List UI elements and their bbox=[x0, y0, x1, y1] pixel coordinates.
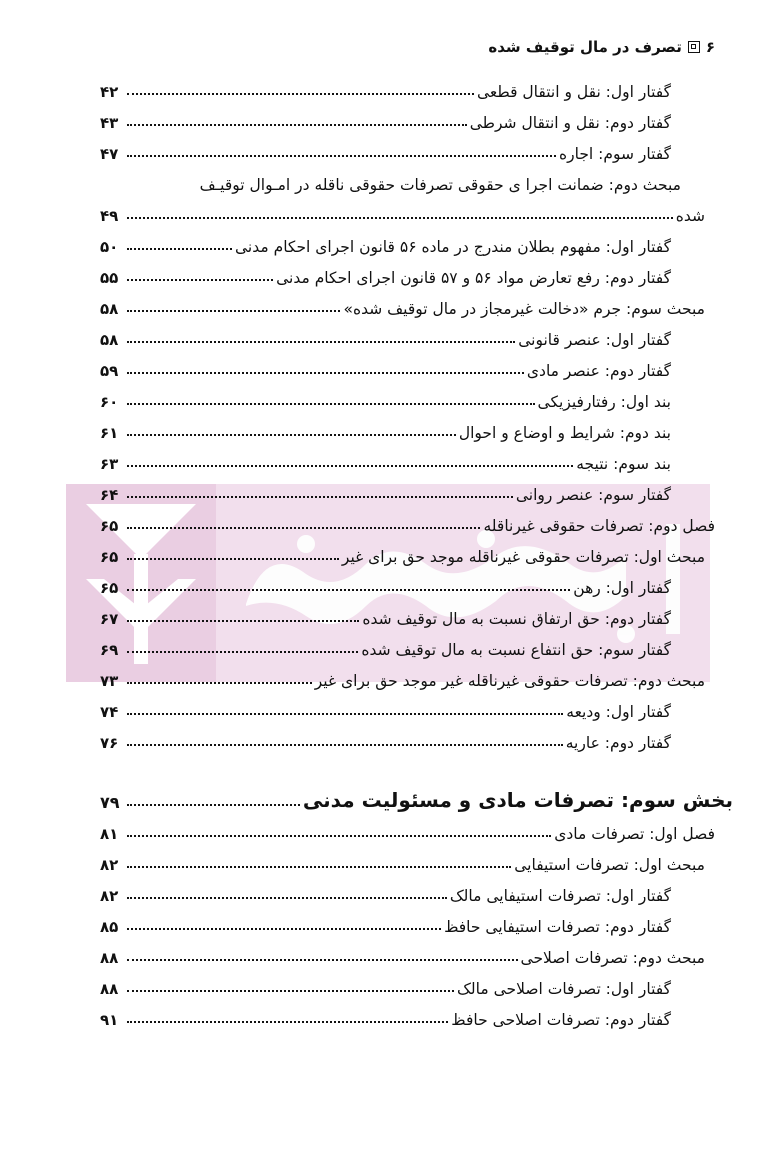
toc-page: ۷۳ bbox=[100, 672, 119, 690]
page-header bbox=[488, 38, 715, 56]
toc-entry: گفتار اول: ودیعه ۷۴ bbox=[100, 703, 671, 721]
toc-entry: گفتار اول: تصرفات استیفایی مالک ۸۲ bbox=[100, 887, 671, 905]
toc-page: ۶۳ bbox=[100, 455, 119, 473]
toc-entry: مبحث اول: تصرفات حقوقی غیرناقله موجد حق برای غیر ۶۵ bbox=[100, 548, 705, 566]
toc-entry: گفتار اول: عنصر قانونی ۵۸ bbox=[100, 331, 671, 349]
toc-entry: مبحث اول: تصرفات استیفایی ۸۲ bbox=[100, 856, 705, 874]
toc-entry: گفتار دوم: رفع تعارض مواد ۵۶ و ۵۷ قانون اجرای احکام مدنی ۵۵ bbox=[100, 269, 671, 287]
table-of-contents bbox=[100, 70, 733, 1029]
toc-page: ۵۵ bbox=[100, 269, 119, 287]
toc-entry: مبحث دوم: تصرفات اصلاحی ۸۸ bbox=[100, 949, 705, 967]
toc-entry: گفتار اول: نقل و انتقال قطعی ۴۲ bbox=[100, 83, 671, 101]
toc-page: ۴۷ bbox=[100, 145, 119, 163]
running-title: تصرف در مال توقیف شده bbox=[488, 38, 682, 56]
toc-entry: گفتار سوم: حق انتفاع نسبت به مال توقیف شده ۶۹ bbox=[100, 641, 671, 659]
toc-entry: بند دوم: شرایط و اوضاع و احوال ۶۱ bbox=[100, 424, 671, 442]
toc-page: ۸۲ bbox=[100, 856, 119, 874]
toc-page: ۸۸ bbox=[100, 980, 119, 998]
page-number: ۶ bbox=[705, 38, 715, 56]
toc-page: ۶۰ bbox=[100, 393, 119, 411]
toc-entry: گفتار دوم: تصرفات استیفایی حافظ ۸۵ bbox=[100, 918, 671, 936]
toc-page: ۵۸ bbox=[100, 331, 119, 349]
toc-entry: مبحث دوم: تصرفات حقوقی غیرناقله غیر موجد حق برای غیر ۷۳ bbox=[100, 672, 705, 690]
toc-entry: گفتار سوم: اجاره ۴۷ bbox=[100, 145, 671, 163]
toc-page: ۶۴ bbox=[100, 486, 119, 504]
toc-entry: بند اول: رفتارفیزیکی ۶۰ bbox=[100, 393, 671, 411]
toc-page: ۶۹ bbox=[100, 641, 119, 659]
toc-entry: گفتار دوم: تصرفات اصلاحی حافظ ۹۱ bbox=[100, 1011, 671, 1029]
toc-page: ۶۷ bbox=[100, 610, 119, 628]
toc-entry: بند سوم: نتیجه ۶۳ bbox=[100, 455, 671, 473]
toc-page: ۸۸ bbox=[100, 949, 119, 967]
toc-entry: گفتار دوم: نقل و انتقال شرطی ۴۳ bbox=[100, 114, 671, 132]
square-bullet-icon bbox=[688, 41, 700, 53]
toc-entry-line1: مبحث دوم: ضمانت اجرا ی حقوقی تصرفات حقوقی ناقله در امـوال توقیـف bbox=[199, 176, 681, 194]
toc-entry: گفتار اول: مفهوم بطلان مندرج در ماده ۵۶ قانون اجرای احکام مدنی ۵۰ bbox=[100, 238, 671, 256]
toc-page: ۷۹ bbox=[100, 793, 120, 812]
toc-entry: گفتار سوم: عنصر روانی ۶۴ bbox=[100, 486, 671, 504]
toc-page: ۵۸ bbox=[100, 300, 119, 318]
section-heading: بخش سوم: تصرفات مادی و مسئولیت مدنی ۷۹ bbox=[100, 788, 733, 812]
toc-page: ۵۰ bbox=[100, 238, 119, 256]
toc-page: ۵۹ bbox=[100, 362, 119, 380]
toc-page: ۴۹ bbox=[100, 207, 119, 225]
toc-page: ۸۱ bbox=[100, 825, 119, 843]
toc-entry: مبحث سوم: جرم «دخالت غیرمجاز در مال توقیف شده» ۵۸ bbox=[100, 300, 705, 318]
toc-entry: گفتار دوم: حق ارتفاق نسبت به مال توقیف شده ۶۷ bbox=[100, 610, 671, 628]
toc-page: ۶۵ bbox=[100, 517, 119, 535]
toc-entry: گفتار دوم: عاریه ۷۶ bbox=[100, 734, 671, 752]
toc-entry: فصل اول: تصرفات مادی ۸۱ bbox=[100, 825, 715, 843]
toc-page: ۷۴ bbox=[100, 703, 119, 721]
toc-entry: گفتار اول: رهن ۶۵ bbox=[100, 579, 671, 597]
toc-entry: گفتار اول: تصرفات اصلاحی مالک ۸۸ bbox=[100, 980, 671, 998]
toc-page: ۸۲ bbox=[100, 887, 119, 905]
toc-page: ۶۵ bbox=[100, 548, 119, 566]
toc-entry: شده ۴۹ bbox=[100, 207, 705, 225]
toc-entry: فصل دوم: تصرفات حقوقی غیرناقله ۶۵ bbox=[100, 517, 715, 535]
toc-page: ۷۶ bbox=[100, 734, 119, 752]
toc-page: ۴۳ bbox=[100, 114, 119, 132]
toc-entry: گفتار دوم: عنصر مادی ۵۹ bbox=[100, 362, 671, 380]
toc-page: ۴۲ bbox=[100, 83, 119, 101]
toc-page: ۹۱ bbox=[100, 1011, 119, 1029]
toc-page: ۶۱ bbox=[100, 424, 119, 442]
toc-page: ۸۵ bbox=[100, 918, 119, 936]
toc-page: ۶۵ bbox=[100, 579, 119, 597]
